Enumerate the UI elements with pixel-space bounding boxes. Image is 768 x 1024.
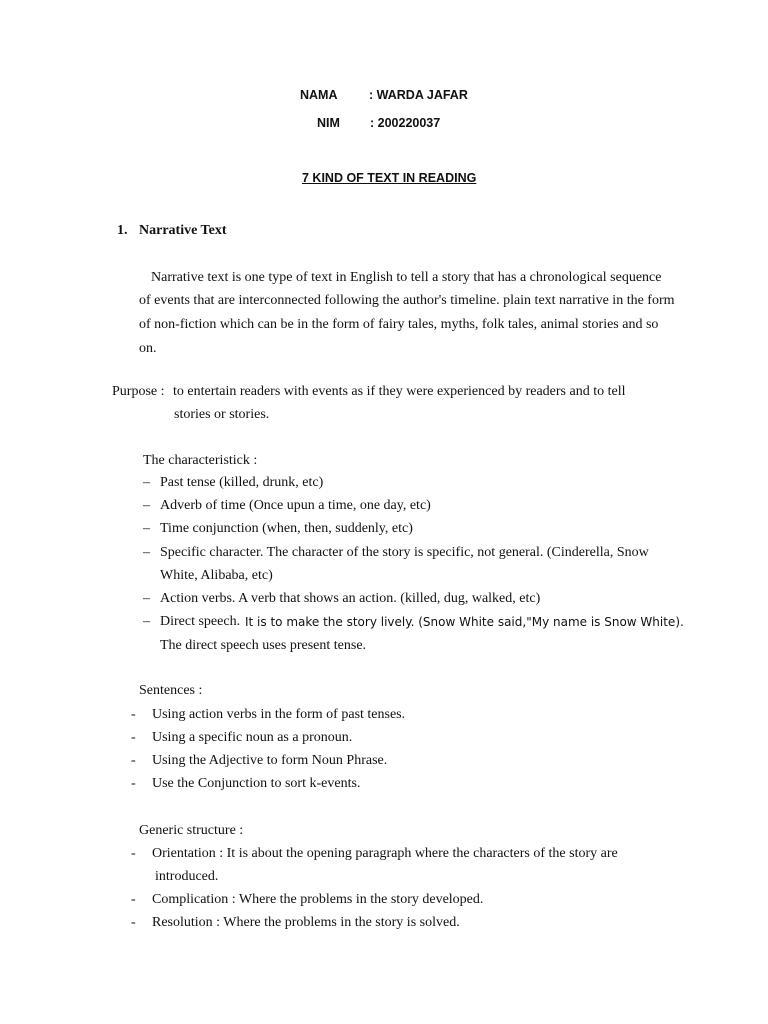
paragraph-line-1: Narrative text is one type of text in English to tell a story that has a chronological sequence: [151, 270, 662, 285]
paragraph-line-2: of events that are interconnected following the author's timeline. plain text narrative in the form: [139, 293, 675, 308]
sentence-item: Using the Adjective to form Noun Phrase.: [152, 753, 388, 768]
generic-item: Resolution : Where the problems in the story is solved.: [152, 915, 460, 930]
document-title: 7 KIND OF TEXT IN READING: [302, 171, 477, 185]
sentences-bullet: -: [131, 730, 136, 745]
nim-value: : 200220037: [370, 116, 441, 130]
nama-label: NAMA: [300, 88, 338, 102]
generic-item-continued: introduced.: [155, 869, 219, 884]
purpose-label: Purpose :: [112, 384, 165, 399]
paragraph-line-4: on.: [139, 341, 157, 356]
generic-bullet: -: [131, 892, 136, 907]
sentences-bullet: -: [131, 707, 136, 722]
characteristic-item: Past tense (killed, drunk, etc): [160, 475, 324, 490]
characteristics-bullet: –: [143, 521, 150, 536]
characteristic-item: Adverb of time (Once upun a time, one day, etc): [160, 498, 431, 513]
sentence-item: Using action verbs in the form of past tenses.: [152, 707, 406, 722]
characteristics-heading: The characteristick :: [143, 453, 258, 468]
sentence-item: Using a specific noun as a pronoun.: [152, 730, 353, 745]
generic-bullet: -: [131, 846, 136, 861]
characteristic-item-example: It is to make the story lively. (Snow White said,"My name is Snow White).: [245, 615, 684, 629]
generic-bullet: -: [131, 915, 136, 930]
purpose-line-1: to entertain readers with events as if they were experienced by readers and to tell: [173, 384, 626, 399]
characteristics-bullet: –: [143, 545, 150, 560]
purpose-line-2: stories or stories.: [174, 407, 270, 422]
characteristics-bullet: –: [143, 498, 150, 513]
sentences-bullet: -: [131, 753, 136, 768]
characteristic-item: Specific character. The character of the story is specific, not general. (Cinderella, Snow: [160, 545, 649, 560]
generic-structure-heading: Generic structure :: [139, 823, 244, 838]
sentence-item: Use the Conjunction to sort k-events.: [152, 776, 361, 791]
characteristic-item: Direct speech.: [160, 614, 241, 629]
characteristics-bullet: –: [143, 591, 150, 606]
characteristics-bullet: –: [143, 475, 150, 490]
section-heading: Narrative Text: [139, 223, 227, 238]
characteristic-item: Action verbs. A verb that shows an action. (killed, dug, walked, etc): [160, 591, 541, 606]
nim-label: NIM: [317, 116, 340, 130]
characteristics-bullet: –: [143, 614, 150, 629]
generic-item: Complication : Where the problems in the story developed.: [152, 892, 484, 907]
characteristic-item-continued: White, Alibaba, etc): [160, 568, 273, 583]
sentences-heading: Sentences :: [139, 683, 203, 698]
nama-value: : WARDA JAFAR: [369, 88, 468, 102]
section-number: 1.: [117, 223, 128, 238]
characteristic-item-continued: The direct speech uses present tense.: [160, 638, 367, 653]
sentences-bullet: -: [131, 776, 136, 791]
generic-item: Orientation : It is about the opening paragraph where the characters of the story are: [152, 846, 618, 861]
characteristic-item: Time conjunction (when, then, suddenly, etc): [160, 521, 413, 536]
paragraph-line-3: of non-fiction which can be in the form of fairy tales, myths, folk tales, animal stories and so: [139, 317, 659, 332]
